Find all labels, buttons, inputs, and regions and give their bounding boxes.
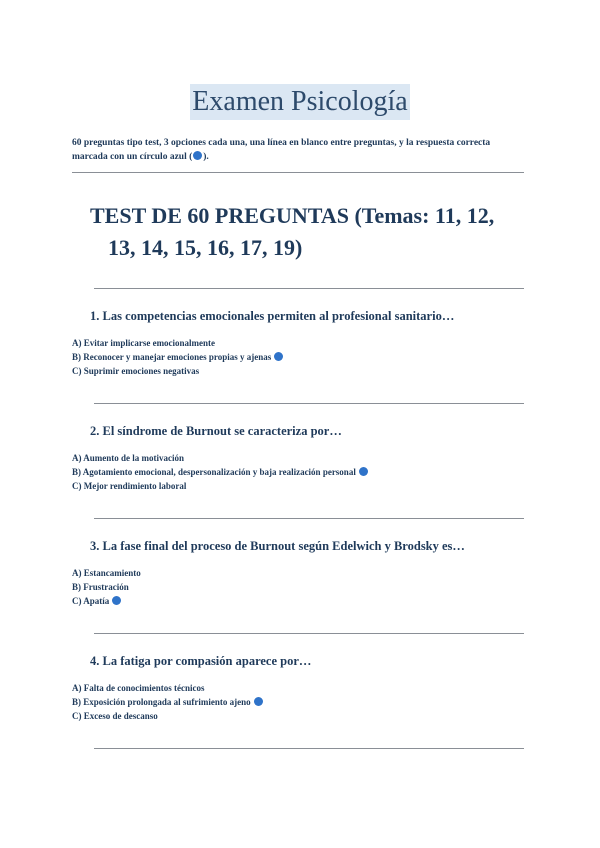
question-text: 4. La fatiga por compasión aparece por…	[90, 654, 312, 668]
option-text: C) Mejor rendimiento laboral	[72, 481, 187, 491]
question-text: 3. La fase final del proceso de Burnout según Edelwich y Brodsky es…	[90, 539, 465, 553]
option-text: B) Agotamiento emocional, despersonalización y baja realización personal	[72, 467, 356, 477]
blue-circle-icon	[359, 467, 368, 476]
intro-paragraph	[72, 136, 528, 164]
divider	[94, 748, 524, 749]
answer-option	[72, 580, 532, 594]
divider	[94, 633, 524, 634]
answer-option	[72, 364, 532, 378]
option-text: C) Exceso de descanso	[72, 711, 158, 721]
answer-option	[72, 709, 532, 723]
divider	[94, 403, 524, 404]
test-heading	[90, 200, 530, 264]
option-text: A) Falta de conocimientos técnicos	[72, 683, 205, 693]
answer-option-correct	[72, 695, 532, 709]
question-text: 2. El síndrome de Burnout se caracteriza por…	[90, 424, 342, 438]
intro-text-after: ).	[203, 152, 209, 162]
answer-option-correct	[72, 594, 532, 608]
option-text: A) Aumento de la motivación	[72, 453, 184, 463]
option-text: B) Frustración	[72, 582, 129, 592]
test-heading-line2: 13, 14, 15, 16, 17, 19)	[108, 235, 303, 260]
option-text: A) Estancamiento	[72, 568, 141, 578]
option-text: B) Reconocer y manejar emociones propias y ajenas	[72, 352, 272, 362]
option-text: C) Apatía	[72, 596, 110, 606]
blue-circle-icon	[254, 697, 263, 706]
option-text: B) Exposición prolongada al sufrimiento ajeno	[72, 697, 251, 707]
answer-option	[72, 336, 532, 350]
option-text: C) Suprimir emociones negativas	[72, 366, 200, 376]
question-block	[72, 423, 532, 493]
answer-option	[72, 681, 532, 695]
blue-circle-icon	[193, 151, 202, 160]
question-block	[72, 653, 532, 723]
answer-option-correct	[72, 350, 532, 364]
answer-option	[72, 479, 532, 493]
answer-option	[72, 451, 532, 465]
test-heading-line1: TEST DE 60 PREGUNTAS (Temas: 11, 12,	[90, 203, 495, 228]
document-title: Examen Psicología	[190, 84, 409, 120]
divider	[94, 518, 524, 519]
title-wrapper	[0, 84, 600, 120]
question-block	[72, 538, 532, 608]
answer-option	[72, 566, 532, 580]
question-block	[72, 308, 532, 378]
answer-option-correct	[72, 465, 532, 479]
intro-text-before: 60 preguntas tipo test, 3 opciones cada una, una línea en blanco entre preguntas, y la respuesta correcta marcada con un círculo azul (	[72, 138, 491, 162]
divider	[72, 172, 524, 173]
divider	[94, 288, 524, 289]
blue-circle-icon	[112, 596, 121, 605]
option-text: A) Evitar implicarse emocionalmente	[72, 338, 216, 348]
question-text: 1. Las competencias emocionales permiten al profesional sanitario…	[90, 309, 455, 323]
blue-circle-icon	[274, 352, 283, 361]
